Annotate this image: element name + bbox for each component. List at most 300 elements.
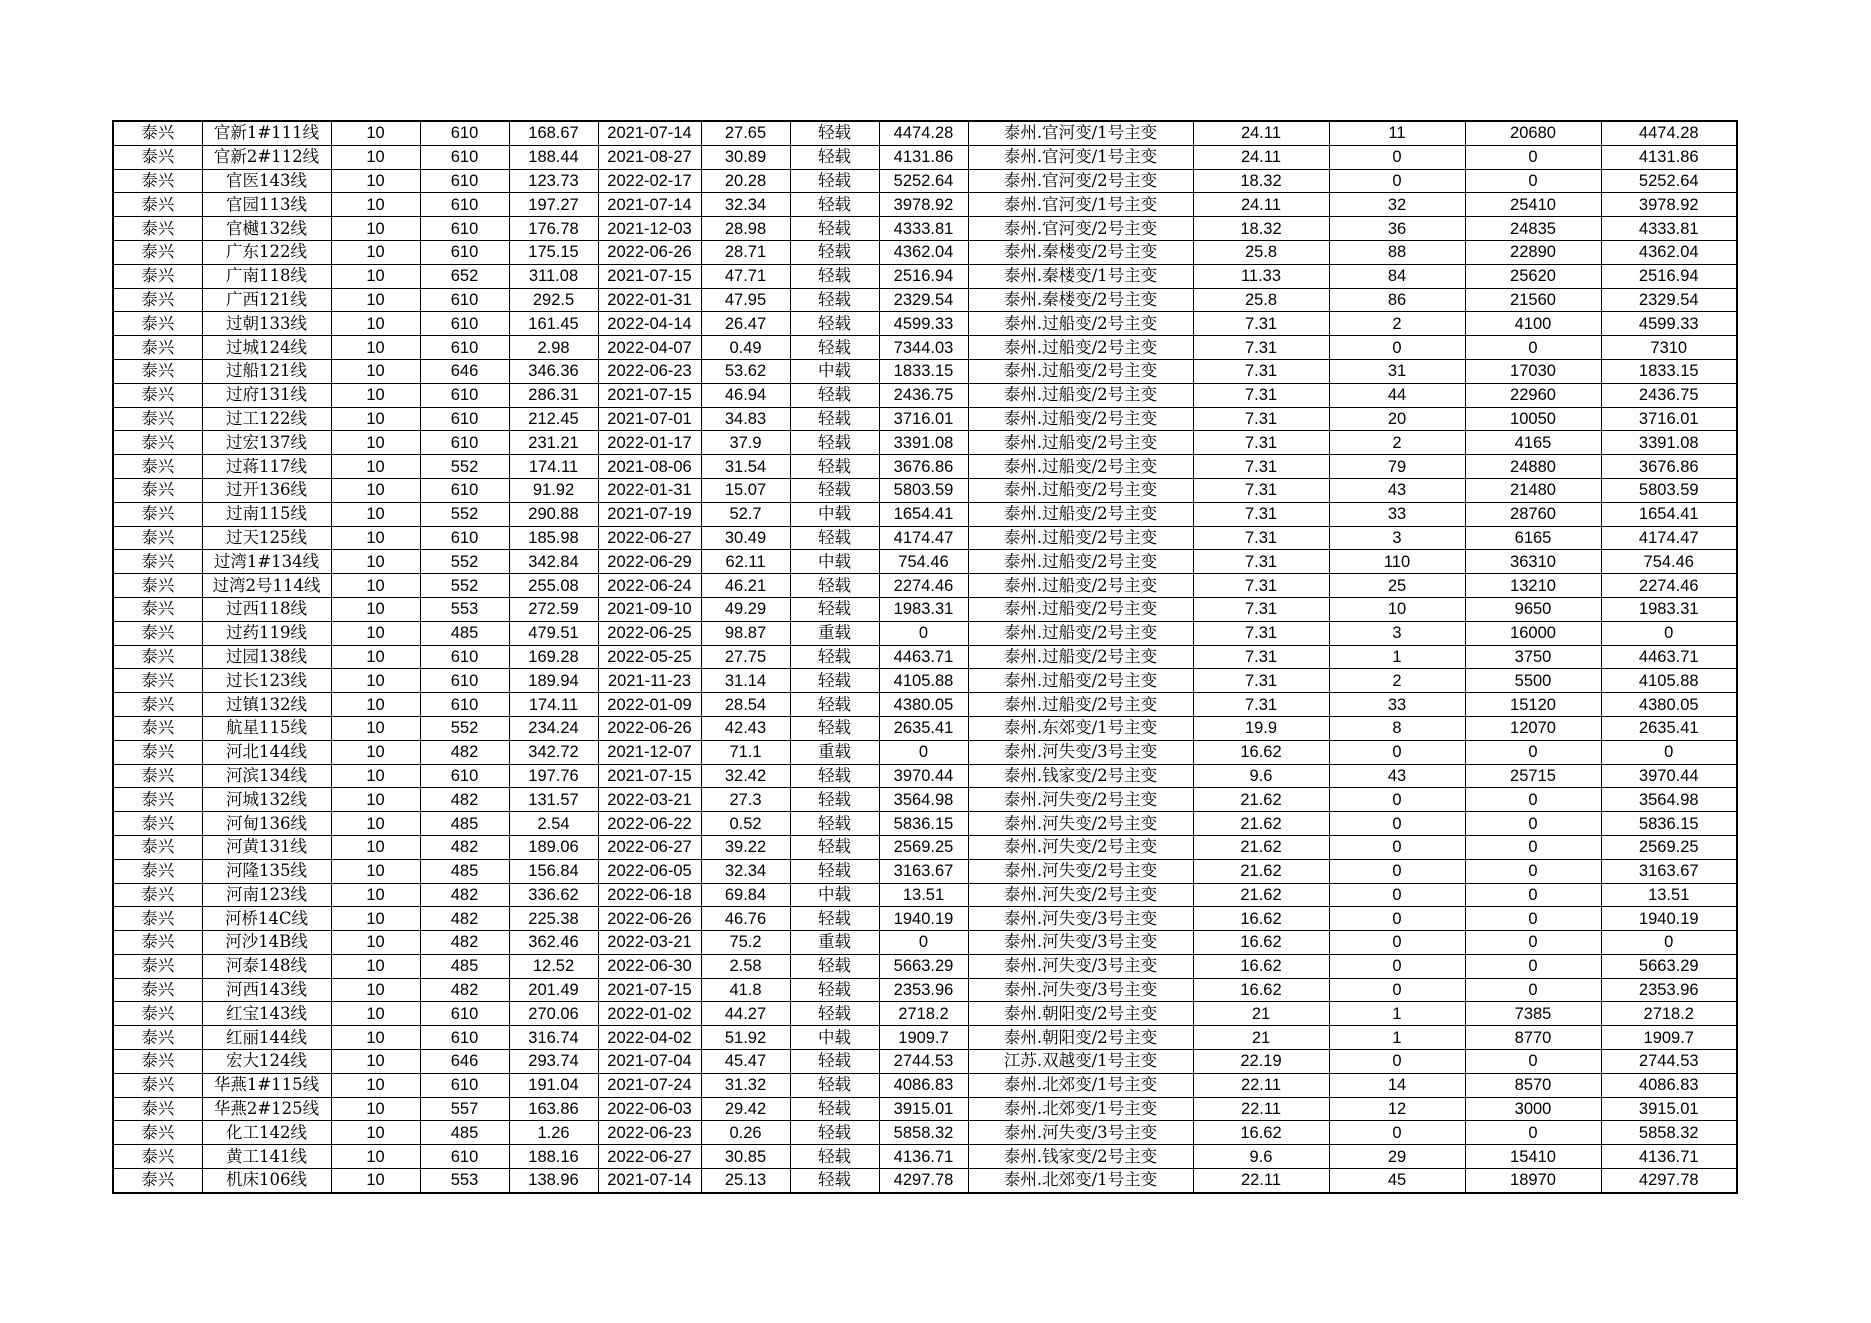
table-cell: 286.31 [509, 383, 598, 407]
table-cell: 482 [420, 788, 509, 812]
table-cell: 25410 [1465, 193, 1601, 217]
table-cell: 25715 [1465, 764, 1601, 788]
table-cell: 34.83 [701, 407, 790, 431]
table-cell: 25.13 [701, 1169, 790, 1193]
table-cell: 0 [1465, 145, 1601, 169]
table-cell: 2353.96 [1601, 978, 1737, 1002]
table-cell: 0 [1465, 954, 1601, 978]
table-cell: 0 [1465, 1050, 1601, 1074]
table-cell: 官樾132线 [202, 217, 331, 241]
table-cell: 广南118线 [202, 264, 331, 288]
table-cell: 7.31 [1193, 597, 1329, 621]
table-cell: 12.52 [509, 954, 598, 978]
table-cell: 红丽144线 [202, 1026, 331, 1050]
table-cell: 3978.92 [1601, 193, 1737, 217]
table-cell: 22.11 [1193, 1073, 1329, 1097]
table-cell: 28.98 [701, 217, 790, 241]
table-cell: 0.26 [701, 1121, 790, 1145]
table-cell: 2635.41 [879, 716, 968, 740]
table-cell: 7.31 [1193, 669, 1329, 693]
table-cell: 1 [1329, 645, 1465, 669]
table-cell: 0 [1329, 931, 1465, 955]
table-cell: 10 [331, 883, 420, 907]
table-cell: 1833.15 [879, 359, 968, 383]
table-cell: 泰州.官河变/2号主变 [968, 217, 1193, 241]
table-cell: 2021-07-15 [598, 978, 701, 1002]
table-cell: 4463.71 [1601, 645, 1737, 669]
table-cell: 0 [1329, 954, 1465, 978]
table-cell: 泰州.官河变/1号主变 [968, 145, 1193, 169]
table-cell: 168.67 [509, 121, 598, 145]
table-cell: 泰兴 [113, 954, 202, 978]
table-cell: 485 [420, 621, 509, 645]
table-cell: 重载 [790, 931, 879, 955]
table-row [113, 193, 1737, 217]
table-cell: 泰兴 [113, 169, 202, 193]
table-row [113, 383, 1737, 407]
table-cell: 4380.05 [1601, 693, 1737, 717]
table-cell: 4362.04 [879, 240, 968, 264]
table-cell: 华燕2#125线 [202, 1097, 331, 1121]
table-cell: 2021-07-14 [598, 1169, 701, 1193]
table-cell: 482 [420, 835, 509, 859]
table-cell: 26.47 [701, 312, 790, 336]
table-cell: 174.11 [509, 455, 598, 479]
table-cell: 176.78 [509, 217, 598, 241]
table-cell: 0 [1601, 621, 1737, 645]
table-cell: 4297.78 [879, 1169, 968, 1193]
table-cell: 552 [420, 716, 509, 740]
table-cell: 610 [420, 217, 509, 241]
table-cell: 610 [420, 526, 509, 550]
table-cell: 33 [1329, 693, 1465, 717]
table-cell: 2274.46 [1601, 574, 1737, 598]
table-cell: 4362.04 [1601, 240, 1737, 264]
table-cell: 42.43 [701, 716, 790, 740]
table-cell: 610 [420, 336, 509, 360]
table-cell: 12070 [1465, 716, 1601, 740]
table-row [113, 145, 1737, 169]
table-cell: 泰兴 [113, 788, 202, 812]
table-cell: 泰兴 [113, 312, 202, 336]
table-cell: 1654.41 [1601, 502, 1737, 526]
table-cell: 过府131线 [202, 383, 331, 407]
table-cell: 10 [331, 597, 420, 621]
table-cell: 10 [331, 764, 420, 788]
table-cell: 2021-07-24 [598, 1073, 701, 1097]
table-cell: 2021-07-15 [598, 264, 701, 288]
table-cell: 25.8 [1193, 240, 1329, 264]
table-cell: 234.24 [509, 716, 598, 740]
table-cell: 482 [420, 931, 509, 955]
table-cell: 官医143线 [202, 169, 331, 193]
table-cell: 泰州.过船变/2号主变 [968, 336, 1193, 360]
table-cell: 22890 [1465, 240, 1601, 264]
table-cell: 2022-06-23 [598, 1121, 701, 1145]
table-cell: 10 [331, 859, 420, 883]
table-cell: 2022-06-03 [598, 1097, 701, 1121]
table-cell: 过朝133线 [202, 312, 331, 336]
table-cell: 2022-04-07 [598, 336, 701, 360]
table-cell: 37.9 [701, 431, 790, 455]
table-cell: 轻载 [790, 217, 879, 241]
table-cell: 泰兴 [113, 431, 202, 455]
table-cell: 泰兴 [113, 478, 202, 502]
table-cell: 553 [420, 597, 509, 621]
table-cell: 10 [331, 455, 420, 479]
table-cell: 610 [420, 169, 509, 193]
table-cell: 泰州.朝阳变/2号主变 [968, 1026, 1193, 1050]
table-cell: 5803.59 [1601, 478, 1737, 502]
table-cell: 泰州.过船变/2号主变 [968, 502, 1193, 526]
data-table [112, 120, 1738, 1194]
table-cell: 2022-06-29 [598, 550, 701, 574]
table-cell: 泰兴 [113, 1169, 202, 1193]
table-cell: 7.31 [1193, 478, 1329, 502]
table-cell: 30.49 [701, 526, 790, 550]
table-cell: 5803.59 [879, 478, 968, 502]
table-cell: 2022-06-27 [598, 835, 701, 859]
table-cell: 2021-07-19 [598, 502, 701, 526]
table-cell: 3970.44 [879, 764, 968, 788]
table-cell: 1983.31 [879, 597, 968, 621]
table-cell: 4100 [1465, 312, 1601, 336]
table-cell: 485 [420, 812, 509, 836]
table-cell: 0 [1329, 978, 1465, 1002]
table-cell: 7.31 [1193, 336, 1329, 360]
table-cell: 2718.2 [1601, 1002, 1737, 1026]
table-cell: 2021-12-03 [598, 217, 701, 241]
table-cell: 482 [420, 740, 509, 764]
table-row [113, 693, 1737, 717]
table-cell: 2022-01-02 [598, 1002, 701, 1026]
table-cell: 2022-06-05 [598, 859, 701, 883]
table-cell: 泰州.东郊变/1号主变 [968, 716, 1193, 740]
table-cell: 2022-01-09 [598, 693, 701, 717]
table-cell: 10 [331, 193, 420, 217]
table-cell: 21560 [1465, 288, 1601, 312]
table-cell: 552 [420, 455, 509, 479]
table-cell: 10 [331, 336, 420, 360]
table-cell: 轻载 [790, 383, 879, 407]
table-cell: 8570 [1465, 1073, 1601, 1097]
table-cell: 7.31 [1193, 693, 1329, 717]
table-cell: 0 [1465, 883, 1601, 907]
table-cell: 2021-07-04 [598, 1050, 701, 1074]
table-cell: 2 [1329, 431, 1465, 455]
table-row [113, 978, 1737, 1002]
table-cell: 2022-06-24 [598, 574, 701, 598]
table-cell: 4474.28 [1601, 121, 1737, 145]
table-cell: 15120 [1465, 693, 1601, 717]
table-cell: 重载 [790, 740, 879, 764]
table-cell: 10 [331, 121, 420, 145]
table-cell: 泰州.过船变/2号主变 [968, 312, 1193, 336]
table-cell: 轻载 [790, 907, 879, 931]
table-cell: 0 [1465, 859, 1601, 883]
table-cell: 25.8 [1193, 288, 1329, 312]
table-cell: 610 [420, 764, 509, 788]
table-cell: 610 [420, 431, 509, 455]
table-cell: 2022-06-26 [598, 240, 701, 264]
table-row [113, 121, 1737, 145]
table-row [113, 431, 1737, 455]
table-cell: 泰州.河失变/3号主变 [968, 931, 1193, 955]
table-cell: 4086.83 [879, 1073, 968, 1097]
table-cell: 2436.75 [1601, 383, 1737, 407]
table-cell: 33 [1329, 502, 1465, 526]
table-cell: 泰兴 [113, 859, 202, 883]
table-cell: 185.98 [509, 526, 598, 550]
table-cell: 2.58 [701, 954, 790, 978]
table-cell: 10 [331, 621, 420, 645]
table-cell: 16.62 [1193, 978, 1329, 1002]
table-cell: 362.46 [509, 931, 598, 955]
table-cell: 轻载 [790, 1121, 879, 1145]
table-cell: 1909.7 [879, 1026, 968, 1050]
table-cell: 18970 [1465, 1169, 1601, 1193]
table-cell: 泰州.过船变/2号主变 [968, 645, 1193, 669]
table-cell: 3676.86 [1601, 455, 1737, 479]
table-cell: 轻载 [790, 526, 879, 550]
table-cell: 4599.33 [879, 312, 968, 336]
table-cell: 10 [331, 526, 420, 550]
table-cell: 泰兴 [113, 359, 202, 383]
table-cell: 泰兴 [113, 812, 202, 836]
table-cell: 泰兴 [113, 621, 202, 645]
table-row [113, 502, 1737, 526]
table-row [113, 526, 1737, 550]
table-row [113, 574, 1737, 598]
table-cell: 7.31 [1193, 645, 1329, 669]
table-row [113, 764, 1737, 788]
table-row [113, 1121, 1737, 1145]
table-cell: 10 [331, 1050, 420, 1074]
table-cell: 69.84 [701, 883, 790, 907]
table-cell: 41.8 [701, 978, 790, 1002]
table-cell: 46.76 [701, 907, 790, 931]
table-cell: 86 [1329, 288, 1465, 312]
table-cell: 16.62 [1193, 1121, 1329, 1145]
table-cell: 5836.15 [879, 812, 968, 836]
table-cell: 610 [420, 145, 509, 169]
table-cell: 2022-01-31 [598, 288, 701, 312]
table-cell: 7385 [1465, 1002, 1601, 1026]
table-cell: 0 [1465, 978, 1601, 1002]
table-cell: 0 [1601, 740, 1737, 764]
table-cell: 32.42 [701, 764, 790, 788]
table-cell: 过蒋117线 [202, 455, 331, 479]
table-cell: 610 [420, 478, 509, 502]
table-cell: 553 [420, 1169, 509, 1193]
table-cell: 0 [1601, 931, 1737, 955]
table-cell: 46.94 [701, 383, 790, 407]
table-cell: 过西118线 [202, 597, 331, 621]
table-cell: 泰兴 [113, 907, 202, 931]
table-cell: 21 [1193, 1026, 1329, 1050]
table-cell: 10 [331, 431, 420, 455]
table-cell: 31.32 [701, 1073, 790, 1097]
table-cell: 0 [879, 621, 968, 645]
table-cell: 5252.64 [1601, 169, 1737, 193]
table-cell: 16.62 [1193, 740, 1329, 764]
table-cell: 290.88 [509, 502, 598, 526]
table-cell: 2022-03-21 [598, 788, 701, 812]
table-cell: 45.47 [701, 1050, 790, 1074]
table-cell: 广西121线 [202, 288, 331, 312]
table-cell: 3750 [1465, 645, 1601, 669]
table-cell: 泰兴 [113, 1026, 202, 1050]
table-cell: 河沙14B线 [202, 931, 331, 955]
table-cell: 轻载 [790, 788, 879, 812]
table-cell: 4333.81 [1601, 217, 1737, 241]
table-cell: 泰兴 [113, 978, 202, 1002]
table-cell: 3 [1329, 621, 1465, 645]
table-cell: 3564.98 [1601, 788, 1737, 812]
table-cell: 2021-07-15 [598, 383, 701, 407]
table-cell: 泰州.过船变/2号主变 [968, 407, 1193, 431]
table-cell: 泰兴 [113, 288, 202, 312]
table-cell: 8 [1329, 716, 1465, 740]
table-cell: 610 [420, 121, 509, 145]
table-cell: 10 [331, 931, 420, 955]
table-cell: 188.44 [509, 145, 598, 169]
table-cell: 2329.54 [1601, 288, 1737, 312]
table-cell: 中载 [790, 359, 879, 383]
table-cell: 13.51 [1601, 883, 1737, 907]
table-cell: 泰兴 [113, 740, 202, 764]
table-cell: 泰州.过船变/2号主变 [968, 574, 1193, 598]
table-cell: 25620 [1465, 264, 1601, 288]
table-cell: 泰兴 [113, 502, 202, 526]
table-cell: 7310 [1601, 336, 1737, 360]
table-cell: 轻载 [790, 1097, 879, 1121]
table-cell: 7.31 [1193, 526, 1329, 550]
table-cell: 轻载 [790, 954, 879, 978]
table-cell: 3676.86 [879, 455, 968, 479]
table-cell: 5252.64 [879, 169, 968, 193]
table-row [113, 1002, 1737, 1026]
table-cell: 10 [331, 1169, 420, 1193]
table-cell: 泰州.过船变/2号主变 [968, 455, 1193, 479]
table-cell: 泰州.河失变/2号主变 [968, 883, 1193, 907]
table-cell: 过湾2号114线 [202, 574, 331, 598]
table-cell: 2021-11-23 [598, 669, 701, 693]
table-cell: 过城124线 [202, 336, 331, 360]
table-cell: 44.27 [701, 1002, 790, 1026]
table-cell: 123.73 [509, 169, 598, 193]
table-cell: 7.31 [1193, 550, 1329, 574]
table-cell: 754.46 [879, 550, 968, 574]
table-cell: 2022-04-14 [598, 312, 701, 336]
table-row [113, 455, 1737, 479]
table-cell: 泰州.钱家变/2号主变 [968, 1145, 1193, 1169]
table-cell: 652 [420, 264, 509, 288]
table-cell: 泰州.河失变/2号主变 [968, 859, 1193, 883]
table-cell: 轻载 [790, 240, 879, 264]
table-cell: 泰兴 [113, 407, 202, 431]
table-cell: 32 [1329, 193, 1465, 217]
table-cell: 7.31 [1193, 359, 1329, 383]
table-cell: 泰兴 [113, 240, 202, 264]
table-cell: 163.86 [509, 1097, 598, 1121]
table-cell: 0 [1465, 907, 1601, 931]
table-cell: 过长123线 [202, 669, 331, 693]
table-cell: 3915.01 [879, 1097, 968, 1121]
table-cell: 51.92 [701, 1026, 790, 1050]
table-cell: 24.11 [1193, 121, 1329, 145]
table-cell: 31.54 [701, 455, 790, 479]
table-cell: 2635.41 [1601, 716, 1737, 740]
table-cell: 轻载 [790, 1002, 879, 1026]
table-cell: 泰兴 [113, 597, 202, 621]
table-cell: 7344.03 [879, 336, 968, 360]
table-cell: 610 [420, 1002, 509, 1026]
table-cell: 610 [420, 407, 509, 431]
table-cell: 21480 [1465, 478, 1601, 502]
table-cell: 泰兴 [113, 455, 202, 479]
table-cell: 河滨134线 [202, 764, 331, 788]
table-cell: 0 [1465, 169, 1601, 193]
table-row [113, 1145, 1737, 1169]
table-cell: 2022-06-30 [598, 954, 701, 978]
table-cell: 24880 [1465, 455, 1601, 479]
table-cell: 泰兴 [113, 1002, 202, 1026]
table-cell: 10 [331, 169, 420, 193]
table-cell: 3564.98 [879, 788, 968, 812]
table-cell: 646 [420, 359, 509, 383]
table-cell: 44 [1329, 383, 1465, 407]
table-cell: 7.31 [1193, 574, 1329, 598]
table-cell: 21.62 [1193, 835, 1329, 859]
table-cell: 官新2#112线 [202, 145, 331, 169]
table-cell: 3391.08 [879, 431, 968, 455]
table-cell: 泰兴 [113, 550, 202, 574]
table-cell: 2744.53 [1601, 1050, 1737, 1074]
table-cell: 10 [331, 645, 420, 669]
table-cell: 过工122线 [202, 407, 331, 431]
table-cell: 2353.96 [879, 978, 968, 1002]
table-cell: 4136.71 [1601, 1145, 1737, 1169]
table-cell: 20680 [1465, 121, 1601, 145]
table-cell: 10 [331, 907, 420, 931]
table-cell: 10 [331, 1121, 420, 1145]
table-cell: 轻载 [790, 431, 879, 455]
table-cell: 江苏.双越变/1号主变 [968, 1050, 1193, 1074]
table-cell: 10 [331, 574, 420, 598]
table-cell: 轻载 [790, 978, 879, 1002]
table-cell: 88 [1329, 240, 1465, 264]
table-cell: 2022-06-25 [598, 621, 701, 645]
table-cell: 62.11 [701, 550, 790, 574]
table-cell: 84 [1329, 264, 1465, 288]
table-cell: 泰州.秦楼变/1号主变 [968, 264, 1193, 288]
table-cell: 2022-02-17 [598, 169, 701, 193]
table-body [113, 121, 1737, 1193]
table-cell: 泰州.过船变/2号主变 [968, 597, 1193, 621]
table-cell: 188.16 [509, 1145, 598, 1169]
table-cell: 5858.32 [879, 1121, 968, 1145]
table-cell: 20.28 [701, 169, 790, 193]
table-cell: 4333.81 [879, 217, 968, 241]
table-row [113, 716, 1737, 740]
table-cell: 华燕1#115线 [202, 1073, 331, 1097]
table-cell: 22960 [1465, 383, 1601, 407]
table-cell: 泰州.过船变/2号主变 [968, 431, 1193, 455]
table-cell: 20 [1329, 407, 1465, 431]
table-cell: 24.11 [1193, 145, 1329, 169]
table-row [113, 788, 1737, 812]
